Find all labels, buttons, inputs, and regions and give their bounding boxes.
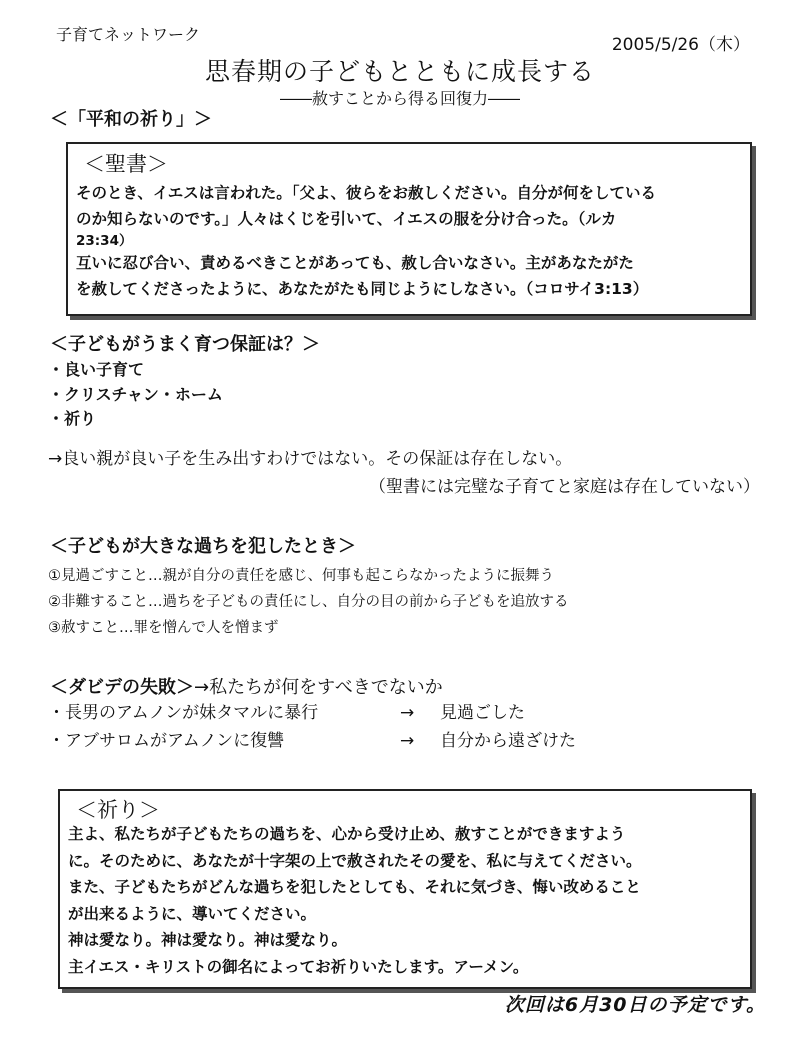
- section-heading-big-mistake: ＜子どもが大きな過ちを犯したとき＞: [50, 536, 356, 557]
- failure-cause: ・長男のアムノンが妹タマルに暴行: [48, 703, 319, 723]
- prayer-line: に。そのために、あなたが十字架の上で赦されたその愛を、私に与えてください。: [68, 851, 642, 870]
- failure-cause: ・アブサロムがアムノンに復讐: [48, 731, 285, 751]
- organization-name: 子育てネットワーク: [56, 25, 201, 44]
- failure-result: 自分から遠ざけた: [440, 731, 576, 751]
- prayer-line: が出来るように、導いてください。: [68, 904, 317, 923]
- scripture-box: [66, 142, 752, 316]
- list-item: ③赦すこと…罪を憎んで人を憎まず: [48, 620, 279, 636]
- list-item: ・祈り: [48, 409, 97, 428]
- guarantee-list: [48, 358, 223, 432]
- scripture-line: 互いに忍び合い、責めるべきことがあっても、赦し合いなさい。主があなたがた: [76, 254, 634, 272]
- scripture-box-title: ＜聖書＞: [84, 152, 168, 176]
- prayer-box-title: ＜祈り＞: [76, 798, 160, 822]
- arrow-icon: →: [400, 731, 415, 751]
- page-title: 思春期の子どもとともに成長する: [204, 57, 595, 86]
- guarantee-note: （聖書には完璧な子育てと家庭は存在していない）: [369, 477, 760, 497]
- guarantee-conclusion: →良い親が良い子を生み出すわけではない。その保証は存在しない。: [48, 449, 573, 469]
- section-heading-peace-prayer: ＜「平和の祈り」＞: [50, 109, 212, 130]
- prayer-line: 主よ、私たちが子どもたちの過ちを、心から受け止め、赦すことができますよう: [68, 825, 626, 843]
- failure-result: 見過ごした: [440, 703, 525, 723]
- document-date: 2005/5/26（木）: [611, 35, 750, 55]
- page-subtitle: ――赦すことから得る回復力――: [279, 89, 520, 108]
- list-item: [48, 699, 748, 727]
- list-item: ・良い子育て: [48, 360, 145, 379]
- list-item: [48, 727, 748, 755]
- scripture-line: のか知らないのです。」人々はくじを引いて、イエスの服を分け合った。（ルカ: [76, 210, 617, 228]
- section-heading-david-label: ＜ダビデの失敗＞: [50, 677, 194, 698]
- section-heading-david-suffix: →私たちが何をすべきでないか: [194, 677, 443, 698]
- prayer-line: また、子どもたちがどんな過ちを犯したとしても、それに気づき、悔い改めること: [68, 878, 641, 896]
- section-heading-guarantee: ＜子どもがうまく育つ保証は？＞: [50, 334, 320, 355]
- david-failure-list: [48, 699, 748, 755]
- list-item: ・クリスチャン・ホーム: [48, 384, 223, 404]
- list-item: ①見過ごすこと…親が自分の責任を感じ、何事も起こらなかったように振舞う: [48, 568, 554, 584]
- next-meeting-note: 次回は6月30日の予定です。: [504, 994, 766, 1016]
- responses-list: [48, 563, 569, 641]
- prayer-line: 主イエス・キリストの御名によってお祈りいたします。アーメン。: [68, 957, 529, 976]
- prayer-box: [58, 789, 752, 989]
- scripture-line: を赦してくださったように、あなたがたも同じようにしなさい。（コロサイ3:13）: [76, 280, 649, 298]
- prayer-text: [68, 821, 742, 980]
- scripture-text: [76, 180, 742, 302]
- section-heading-david-failure: [50, 673, 443, 699]
- arrow-icon: →: [400, 703, 415, 723]
- prayer-line: 神は愛なり。神は愛なり。神は愛なり。: [68, 931, 348, 949]
- scripture-line: そのとき、イエスは言われた。「父よ、彼らをお赦しください。自分が何をしている: [76, 184, 657, 202]
- list-item: ②非難すること…過ちを子どもの責任にし、自分の目の前から子どもを追放する: [48, 594, 569, 610]
- scripture-line: 23:34）: [76, 233, 133, 249]
